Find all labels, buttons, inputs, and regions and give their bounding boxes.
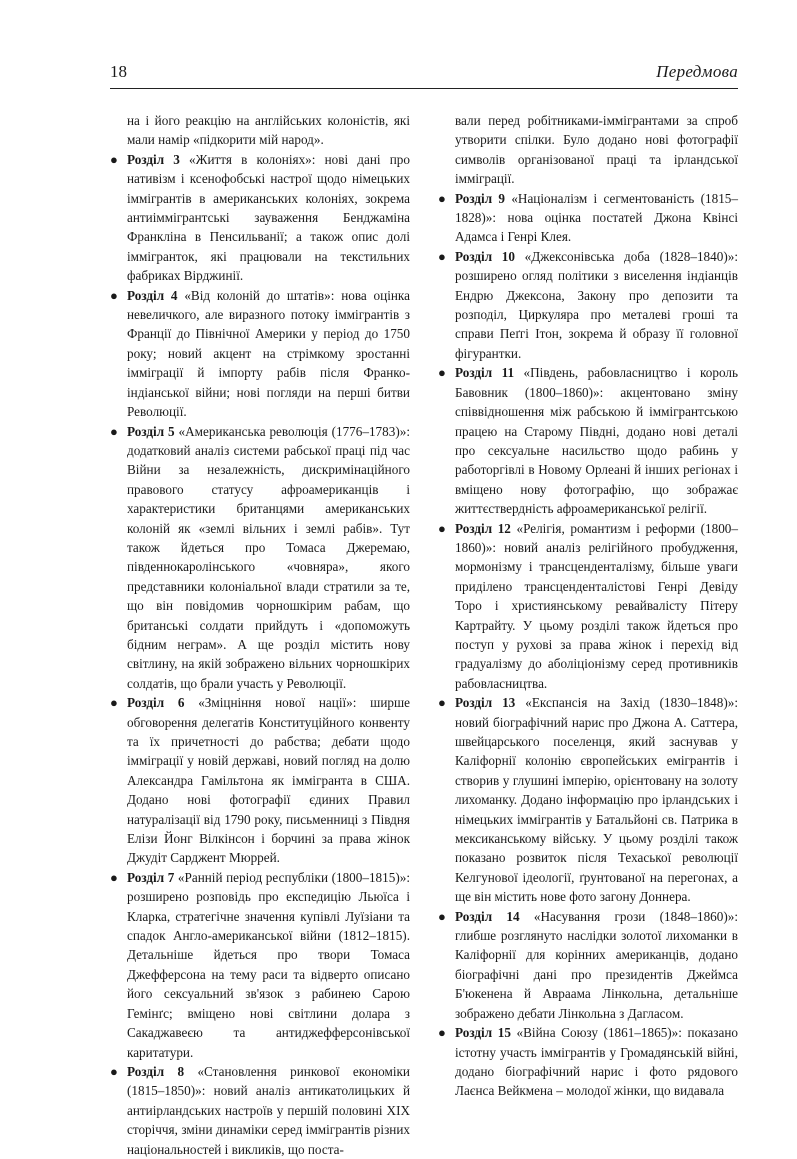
chapter-title: Розділ 7 <box>127 869 175 885</box>
list-item <box>438 519 738 694</box>
chapter-title: Розділ 15 <box>455 1025 511 1041</box>
right-column <box>438 111 738 1101</box>
chapter-description: «Зміцніння нової нації»: ширше обговорення делегатів Конституційного конвенту та їх причетності до рабства; дебати щодо імміграції у новій державі, новий погляд на долю Александра Гамільтона як іммігранта в США. Додано нові фотографії єдиних Правил натуралізації від 1790 року, письменниці з Півдня Елізи Йонг Вілкінсон і борчині за права жінок Джудіт Сарджент Мюррей. <box>127 695 410 866</box>
chapter-title: Розділ 10 <box>455 248 515 264</box>
list-item <box>438 189 738 247</box>
chapter-title: Розділ 4 <box>127 287 178 303</box>
chapter-title: Розділ 13 <box>455 695 516 711</box>
bullet-icon: ● <box>110 695 118 711</box>
list-item <box>110 1062 410 1159</box>
bullet-icon: ● <box>110 869 118 885</box>
bullet-icon: ● <box>438 695 446 711</box>
chapter-description: «Від колоній до штатів»: нова оцінка невеличкого, але виразного потоку іммігрантів з Франції до Північної Америки у період до 1750 року; новий акцент на стрімкому зростанні імміграції й імпорту рабів після Франко-індіанської війни; нові погляди на перші битви Революції. <box>127 287 410 420</box>
list-item <box>110 286 410 422</box>
list-item <box>438 1023 738 1101</box>
running-title: Передмова <box>656 62 738 81</box>
chapter-description: «Експансія на Захід (1830–1848)»: новий біографічний нарис про Джона А. Саттера, швейцарського поселенця, який заснував у Каліфорнії колонію європейських емігрантів і створив у глушині імперію, орієнтовану на золоту лихоманку. Додано інформацію про ірландських і німецьких іммігрантів у Батальйоні св. Патрика в мексиканському війську. У цьому розділі також показано розвиток після Техаської революції Келгунової ідеології, ґрунтованої на перегонах, а ще він містить нове фото загону Доннера. <box>455 695 738 905</box>
list-item <box>438 363 738 518</box>
bullet-icon: ● <box>438 520 446 536</box>
bullet-icon: ● <box>438 1025 446 1041</box>
chapter-description: «Ранній період республіки (1800–1815)»: розширено розповідь про експедицію Льюїса і Кларка, стратегічне значення купівлі Луїзіани та спадок Англо-американської війни (1812–1815). Детальніше йдеться про твори Томаса Джефферсона на тему раси та відверто описано його сексуальний зв'язок з рабинею Сарою Гемінґс; вміщено нові світлини долара з Сакаджавеєю та антиджефферсонівської каритатури. <box>127 869 410 1060</box>
chapter-title: Розділ 14 <box>455 908 520 924</box>
list-item <box>438 907 738 1023</box>
chapter-title: Розділ 12 <box>455 520 511 536</box>
list-item <box>438 247 738 363</box>
chapter-title: Розділ 9 <box>455 190 506 206</box>
bullet-icon: ● <box>110 423 118 439</box>
page-header <box>110 62 738 86</box>
header-rule <box>110 88 738 89</box>
list-item <box>110 150 410 286</box>
bullet-icon: ● <box>438 190 446 206</box>
bullet-icon: ● <box>438 365 446 381</box>
chapter-description: «Насування грози (1848–1860)»: глибше розглянуто наслідки золотої лихоманки в Каліфорнії для корінних американців, додано біографічні дані про президентів Джеймса Б'юкенена й Авраама Лінкольна, детальніше зображено дебати Лінкольна з Дагласом. <box>455 908 739 1021</box>
bullet-icon: ● <box>438 908 446 924</box>
chapter-description: «Джексонівська доба (1828–1840)»: розширено огляд політики з виселення індіанців Ендрю Джексона, Закону про депозити та розподіл, Циркуляра про металеві гроші та справи Пеґгі Ітон, зокрема й образу її головної фігурантки. <box>455 248 738 361</box>
list-item <box>110 693 410 868</box>
bullet-icon: ● <box>110 287 118 303</box>
chapter-description: «Становлення ринкової економіки (1815–1850)»: новий аналіз антикатолицьких й антиірландських настроїв у першій половині XIX сторіччя, зміни динаміки серед іммігрантів різних національностей і викликів, що поста- <box>127 1063 410 1157</box>
chapter-description: «Життя в колоніях»: нові дані про нативізм і ксенофобські настрої щодо німецьких іммігрантів в американських колоніях, зокрема антиіммігрантські зауваження Бенджаміна Франкліна в Пенсильванії; а також опис долі іммігранток, які працювали на текстильних фабриках Вірджинії. <box>127 151 410 284</box>
chapter-title: Розділ 3 <box>127 151 180 167</box>
chapter-description: «Націоналізм і сегментованість (1815–1828)»: нова оцінка постатей Джона Квінсі Адамса і Генрі Клея. <box>455 190 738 245</box>
chapter-title: Розділ 6 <box>127 695 185 711</box>
list-item <box>438 693 738 906</box>
bullet-icon: ● <box>110 151 118 167</box>
chapter-title: Розділ 8 <box>127 1063 185 1079</box>
chapter-description: «Війна Союзу (1861–1865)»: показано істотну участь іммігрантів у Громадянській війні, додано біографічний нарис і фото рядового Лаєнса Вейкмена – молодої жінки, що видавала <box>455 1025 738 1099</box>
list-item <box>110 868 410 1062</box>
chapter-description: «Південь, рабовласництво і король Бавовник (1800–1860)»: акцентовано зміну співвідношення між рабською й іммігрантською працею на Старому Півдні, додано нові деталі про сексуальне насильство щодо рабинь у работоргівлі в Новому Орлеані й інших регіонах і вміщено нову фотографію, що зображає життєствердність афроамериканської релігії. <box>455 365 738 517</box>
chapter-title: Розділ 5 <box>127 423 175 439</box>
bullet-icon: ● <box>110 1063 118 1079</box>
chapter-description: «Релігія, романтизм і реформи (1800–1860)»: новий аналіз релігійного пробудження, мормонізму і трансценденталізму, більше уваги приділено трансценденталістові Генрі Девіду Торо і християнському ревайвалісту Пітеру Картрайту. У цьому розділі також йдеться про поступ у рухові за права жінок і перехід від градуалізму до аболіціонізму серед противників рабовласництва. <box>455 520 738 691</box>
list-item <box>110 422 410 694</box>
chapter-description: «Американська революція (1776–1783)»: додатковий аналіз системи рабської праці під час Війни за незалежність, дискримінаційного правового статусу афроамериканців і характеристики британцями американських колоній як «землі вільних і землі рабів». Тут також йдеться про Томаса Джеремаю, південнокаролінського «човняра», якого представники колоніальної влади стратили за те, що він повідомив чорношкірим рабам, що британські солдати прийдуть і «допоможуть бідним неграм». А ще розділ містить нову світлину, на якій зображено вільних чорношкірих солдатів, що брали участь у Революції. <box>127 423 410 691</box>
left-continuation: на і його реакцію на англійських колоністів, які мали намір «підкорити мій народ». <box>127 113 410 148</box>
chapter-title: Розділ 11 <box>455 365 515 381</box>
bullet-icon: ● <box>438 248 446 264</box>
right-continuation: вали перед робітниками-іммігрантами за спроб утворити спілки. Було додано нові фотографії символів організованої праці та ірландської імміграції. <box>455 113 738 187</box>
left-column <box>110 111 410 1159</box>
page-number: 18 <box>110 62 127 81</box>
